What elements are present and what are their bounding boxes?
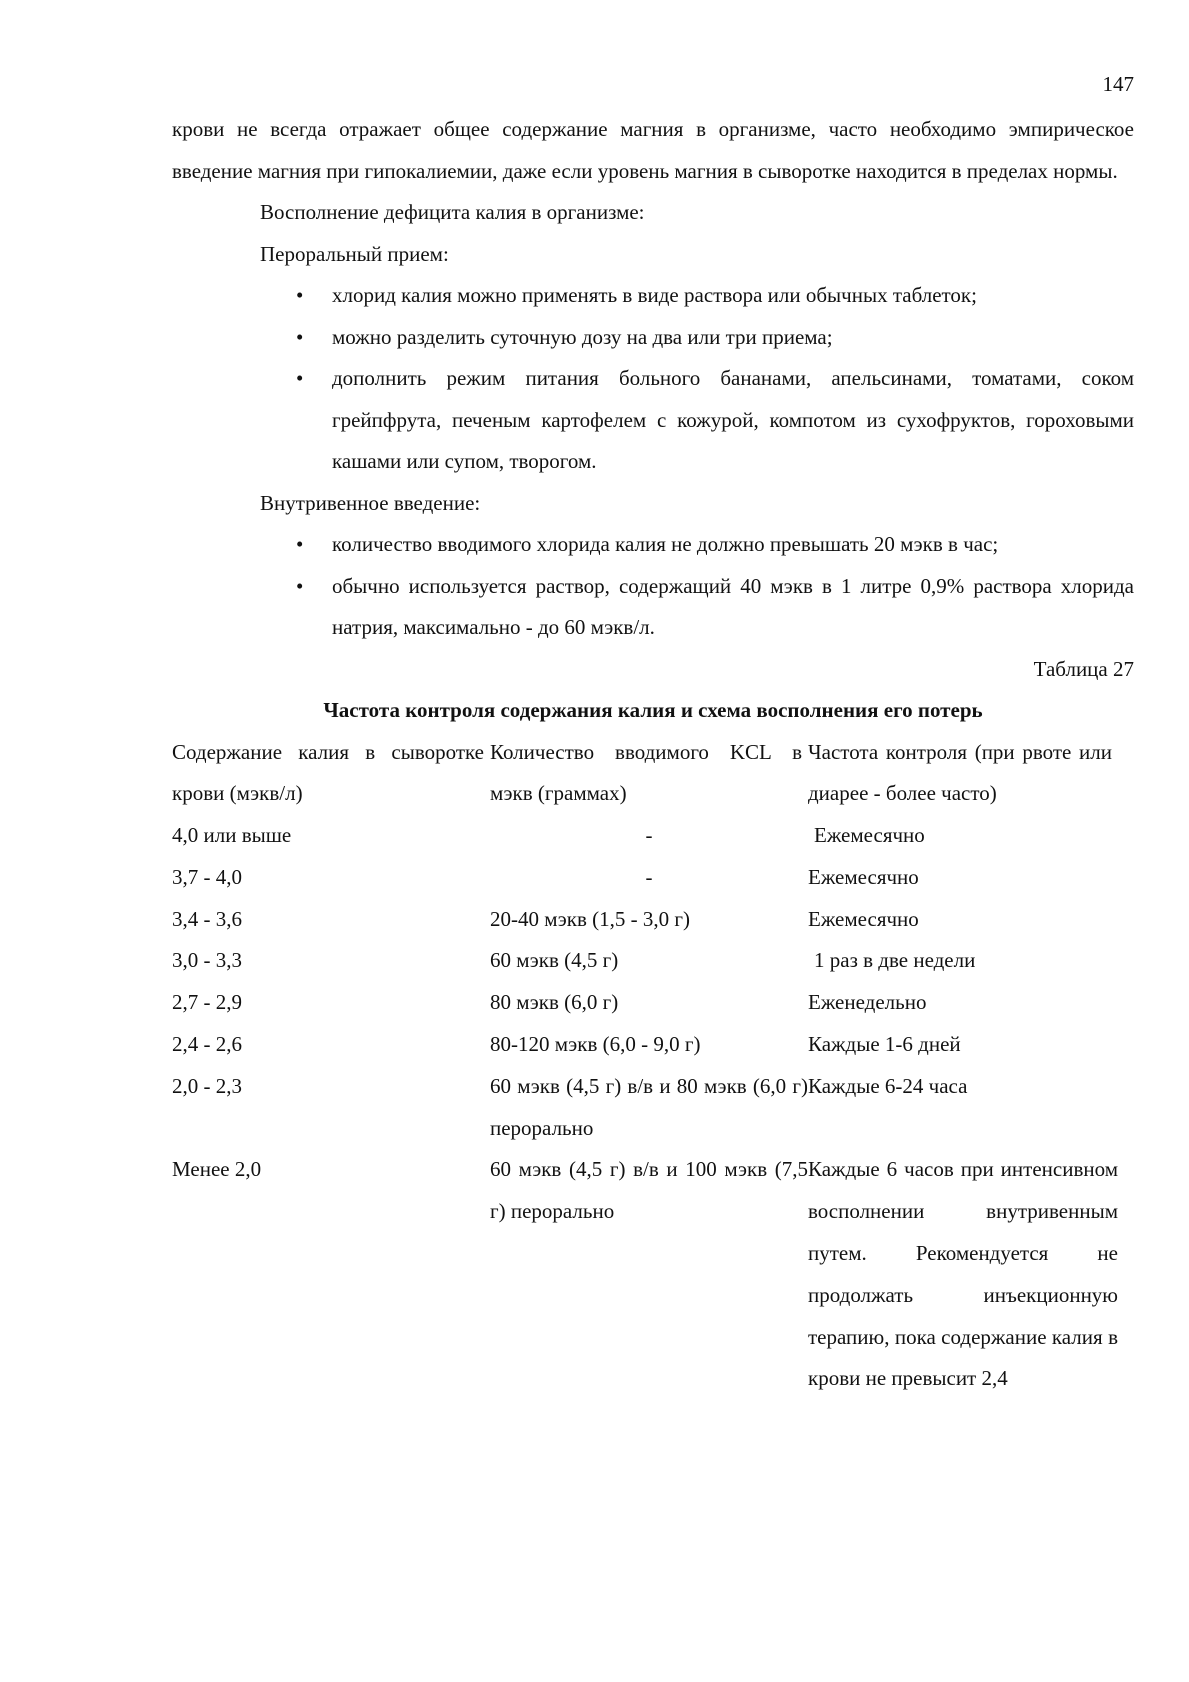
- cell-dose: 60 мэкв (4,5 г): [490, 948, 619, 973]
- cell-level: 3,7 - 4,0: [172, 864, 242, 889]
- bullet-glyph: •: [296, 532, 304, 556]
- header-frequency: Частота контроля (при рвоте или диарее - более часто): [808, 739, 1112, 806]
- cell-frequency: Еженедельно: [808, 990, 927, 1015]
- cell-dose: 20-40 мэкв (1,5 - 3,0 г): [490, 906, 691, 931]
- cell-frequency: Каждые 6-24 часа: [808, 1073, 968, 1098]
- oral-heading: Пероральный прием:: [260, 241, 449, 266]
- table-row: [172, 940, 1118, 982]
- cell-dose: 80 мэкв (6,0 г): [490, 990, 619, 1015]
- table-row: [172, 899, 1118, 941]
- cell-frequency: Ежемесячно: [808, 906, 919, 931]
- table-row: [172, 1066, 1118, 1150]
- page-number: 147: [1102, 72, 1134, 96]
- cell-level: 3,0 - 3,3: [172, 948, 242, 973]
- list-item: [296, 358, 1134, 483]
- iv-heading: Внутривенное введение:: [260, 490, 481, 515]
- header-dose: Количество вводимого KCL в мэкв (граммах): [490, 739, 802, 806]
- list-item-text: обычно используется раствор, содержащий 40 мэкв в 1 литре 0,9% раствора хлорида натрия, максимально - до 60 мэкв/л.: [332, 573, 1134, 639]
- cell-frequency: 1 раз в две недели: [814, 948, 976, 973]
- cell-frequency: Каждые 6 часов при интенсивном восполнении внутривенным путем. Рекомендуется не продолжать инъекционную терапию, пока содержание калия в крови не превысит 2,4: [808, 1157, 1118, 1391]
- intro-paragraph: крови не всегда отражает общее содержание магния в организме, часто необходимо эмпирическое введение магния при гипокалиемии, даже если уровень магния в сыворотке находится в пределах нормы.: [172, 117, 1134, 183]
- list-item: [296, 275, 1134, 317]
- cell-level: 2,4 - 2,6: [172, 1032, 242, 1057]
- cell-level: 2,0 - 2,3: [172, 1073, 242, 1098]
- table-row: [172, 1149, 1118, 1400]
- table-row: [172, 815, 1118, 857]
- cell-level: 4,0 или выше: [172, 823, 292, 848]
- table-row: [172, 1024, 1118, 1066]
- header-level: Содержание калия в сыворотке крови (мэкв/л): [172, 739, 484, 806]
- iv-list: [172, 524, 1134, 649]
- table-header-row: [172, 732, 1118, 816]
- cell-dose: 60 мэкв (4,5 г) в/в и 80 мэкв (6,0 г) перорально: [490, 1073, 808, 1140]
- table-row: [172, 982, 1118, 1024]
- bullet-glyph: •: [296, 324, 304, 349]
- list-item: [296, 566, 1134, 649]
- list-item: [296, 317, 1134, 359]
- cell-frequency: Каждые 1-6 дней: [808, 1032, 961, 1057]
- cell-dose: -: [645, 823, 653, 848]
- table-row: [172, 857, 1118, 899]
- bullet-glyph: •: [296, 366, 304, 390]
- cell-dose: -: [645, 864, 653, 889]
- potassium-table: [172, 732, 1118, 1401]
- list-item-text: количество вводимого хлорида калия не должно превышать 20 мэкв в час;: [332, 532, 999, 556]
- cell-level: 2,7 - 2,9: [172, 990, 242, 1015]
- cell-dose: 60 мэкв (4,5 г) в/в и 100 мэкв (7,5 г) перорально: [490, 1157, 808, 1224]
- cell-frequency: Ежемесячно: [814, 823, 925, 848]
- bullet-glyph: •: [296, 573, 304, 598]
- bullet-glyph: •: [296, 283, 304, 307]
- list-item-text: хлорид калия можно применять в виде раствора или обычных таблеток;: [332, 283, 977, 307]
- deficit-heading: Восполнение дефицита калия в организме:: [260, 200, 645, 224]
- table-label: Таблица 27: [1033, 656, 1134, 681]
- table-title: Частота контроля содержания калия и схема восполнения его потерь: [323, 698, 983, 722]
- cell-level: 3,4 - 3,6: [172, 906, 242, 931]
- list-item-text: дополнить режим питания больного бананами, апельсинами, томатами, соком грейпфрута, печеным картофелем с кожурой, компотом из сухофруктов, гороховыми кашами или супом, творогом.: [332, 366, 1134, 473]
- list-item-text: можно разделить суточную дозу на два или три приема;: [332, 324, 833, 349]
- cell-level: Менее 2,0: [172, 1157, 262, 1182]
- cell-frequency: Ежемесячно: [808, 864, 919, 889]
- cell-dose: 80-120 мэкв (6,0 - 9,0 г): [490, 1032, 701, 1057]
- list-item: [296, 524, 1134, 566]
- document-body: [172, 109, 1134, 1400]
- oral-list: [172, 275, 1134, 483]
